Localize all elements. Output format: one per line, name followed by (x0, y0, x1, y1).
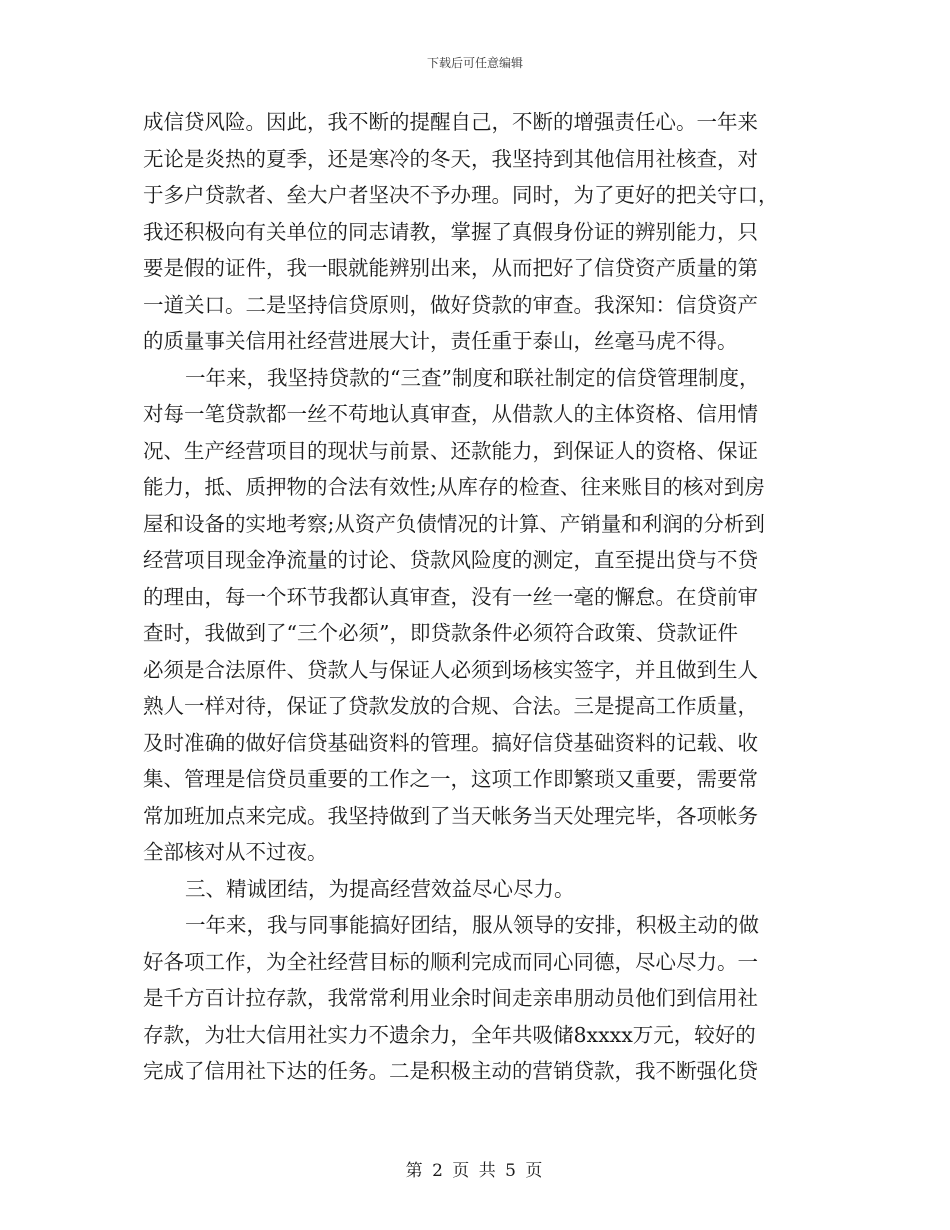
text-line: 能力，抵、质押物的合法有效性;从库存的检查、往来账目的核对到房 (143, 475, 765, 499)
text-line: 况、生产经营项目的现状与前景、还款能力，到保证人的资格、保证 (143, 438, 758, 463)
text-line: 熟人一样对待，保证了贷款发放的合规、合法。三是提高工作质量， (143, 694, 758, 718)
text-line: 我还积极向有关单位的同志请教，掌握了真假身份证的辨别能力，只 (143, 219, 758, 244)
body-text (143, 104, 808, 1090)
page-header: 下载后可任意编辑 (426, 56, 523, 70)
text-line: 好各项工作，为全社经营目标的顺利完成而同心同德，尽心尽力。一 (143, 949, 758, 974)
text-line: 三、精诚团结，为提高经营效益尽心尽力。 (185, 876, 575, 901)
text-line: 完成了信用社下达的任务。二是积极主动的营销贷款，我不断强化贷 (143, 1059, 758, 1083)
text-line: 无论是炎热的夏季，还是寒冷的冬天，我坚持到其他信用社核查，对 (143, 146, 758, 171)
text-line: 一道关口。二是坚持信贷原则，做好贷款的审查。我深知：信贷资产 (143, 292, 758, 317)
page-number: 第 2 页 共 5 页 (405, 1161, 545, 1181)
text-line: 屋和设备的实地考察;从资产负债情况的计算、产销量和利润的分析到 (143, 511, 765, 536)
text-line: 存款，为壮大信用社实力不遗余力，全年共吸储8xxxx万元，较好的 (143, 1022, 756, 1047)
text-line: 常加班加点来完成。我坚持做到了当天帐务当天处理完毕，各项帐务 (143, 803, 758, 828)
text-line: 查时，我做到了“三个必须”，即贷款条件必须符合政策、贷款证件 (143, 621, 738, 645)
text-line: 集、管理是信贷员重要的工作之一，这项工作即繁琐又重要，需要常 (143, 767, 758, 791)
text-line: 全部核对从不过夜。 (143, 840, 328, 864)
text-line: 一年来，我坚持贷款的“三查”制度和联社制定的信贷管理制度， (185, 365, 760, 390)
text-line: 经营项目现金净流量的讨论、贷款风险度的测定，直至提出贷与不贷 (143, 548, 758, 572)
text-line: 一年来，我与同事能搞好团结，服从领导的安排，积极主动的做 (185, 913, 759, 937)
text-line: 的质量事关信用社经营进展大计，责任重于泰山，丝毫马虎不得。 (143, 329, 738, 353)
text-line: 成信贷风险。因此，我不断的提醒自己，不断的增强责任心。一年来 (143, 110, 758, 134)
text-line: 要是假的证件，我一眼就能辨别出来，从而把好了信贷资产质量的第 (143, 256, 758, 280)
text-line: 及时准确的做好信贷基础资料的管理。搞好信贷基础资料的记载、收 (143, 730, 758, 755)
text-line: 的理由，每一个环节我都认真审查，没有一丝一毫的懈怠。在贷前审 (143, 584, 758, 609)
text-line: 于多户贷款者、垒大户者坚决不予办理。同时，为了更好的把关守口， (143, 183, 779, 207)
text-line: 必须是合法原件、贷款人与保证人必须到场核实签字，并且做到生人 (143, 657, 758, 682)
text-line: 是千方百计拉存款，我常常利用业余时间走亲串朋动员他们到信用社 (143, 986, 758, 1010)
text-line: 对每一笔贷款都一丝不苟地认真审查，从借款人的主体资格、信用情 (143, 402, 758, 426)
